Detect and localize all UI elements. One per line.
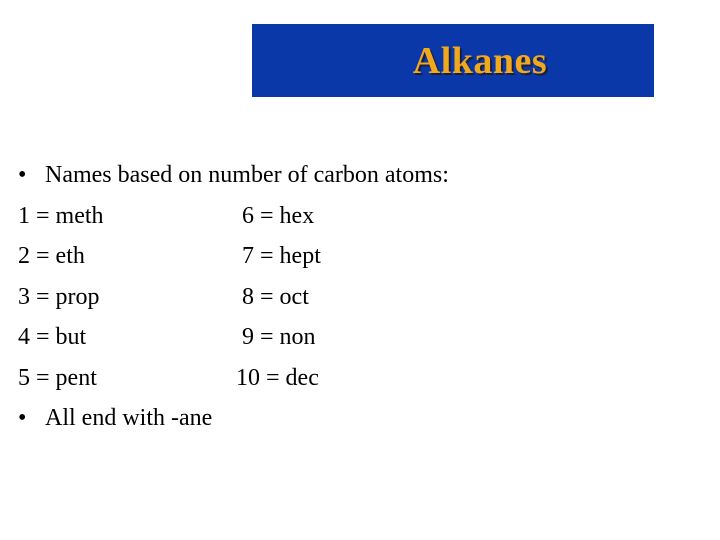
prefix-row	[18, 236, 708, 277]
bullet-dot: •	[18, 405, 27, 431]
prefix-row	[18, 358, 708, 399]
bullet-intro	[18, 155, 708, 196]
prefix-right: 8 = oct	[242, 283, 309, 310]
prefix-right: 9 = non	[242, 324, 316, 350]
prefix-row	[18, 196, 708, 237]
bullet-ending	[18, 398, 708, 439]
prefix-right: 6 = hex	[242, 202, 315, 229]
prefix-left: 4 = but	[18, 324, 87, 350]
prefix-left: 5 = pent	[18, 364, 97, 391]
prefix-row	[18, 277, 708, 318]
title-banner	[252, 24, 654, 97]
prefix-row	[18, 317, 708, 358]
intro-text: Names based on number of carbon atoms:	[45, 162, 449, 188]
prefix-right: 7 = hept	[242, 243, 321, 269]
bullet-dot: •	[18, 162, 27, 188]
ending-text: All end with -ane	[45, 405, 213, 431]
prefix-left: 3 = prop	[18, 283, 100, 310]
prefix-right: 10 = dec	[236, 364, 319, 391]
prefix-left: 1 = meth	[18, 202, 104, 229]
prefix-left: 2 = eth	[18, 243, 85, 269]
slide-title: Alkanes	[412, 39, 548, 82]
slide-body	[18, 155, 708, 439]
